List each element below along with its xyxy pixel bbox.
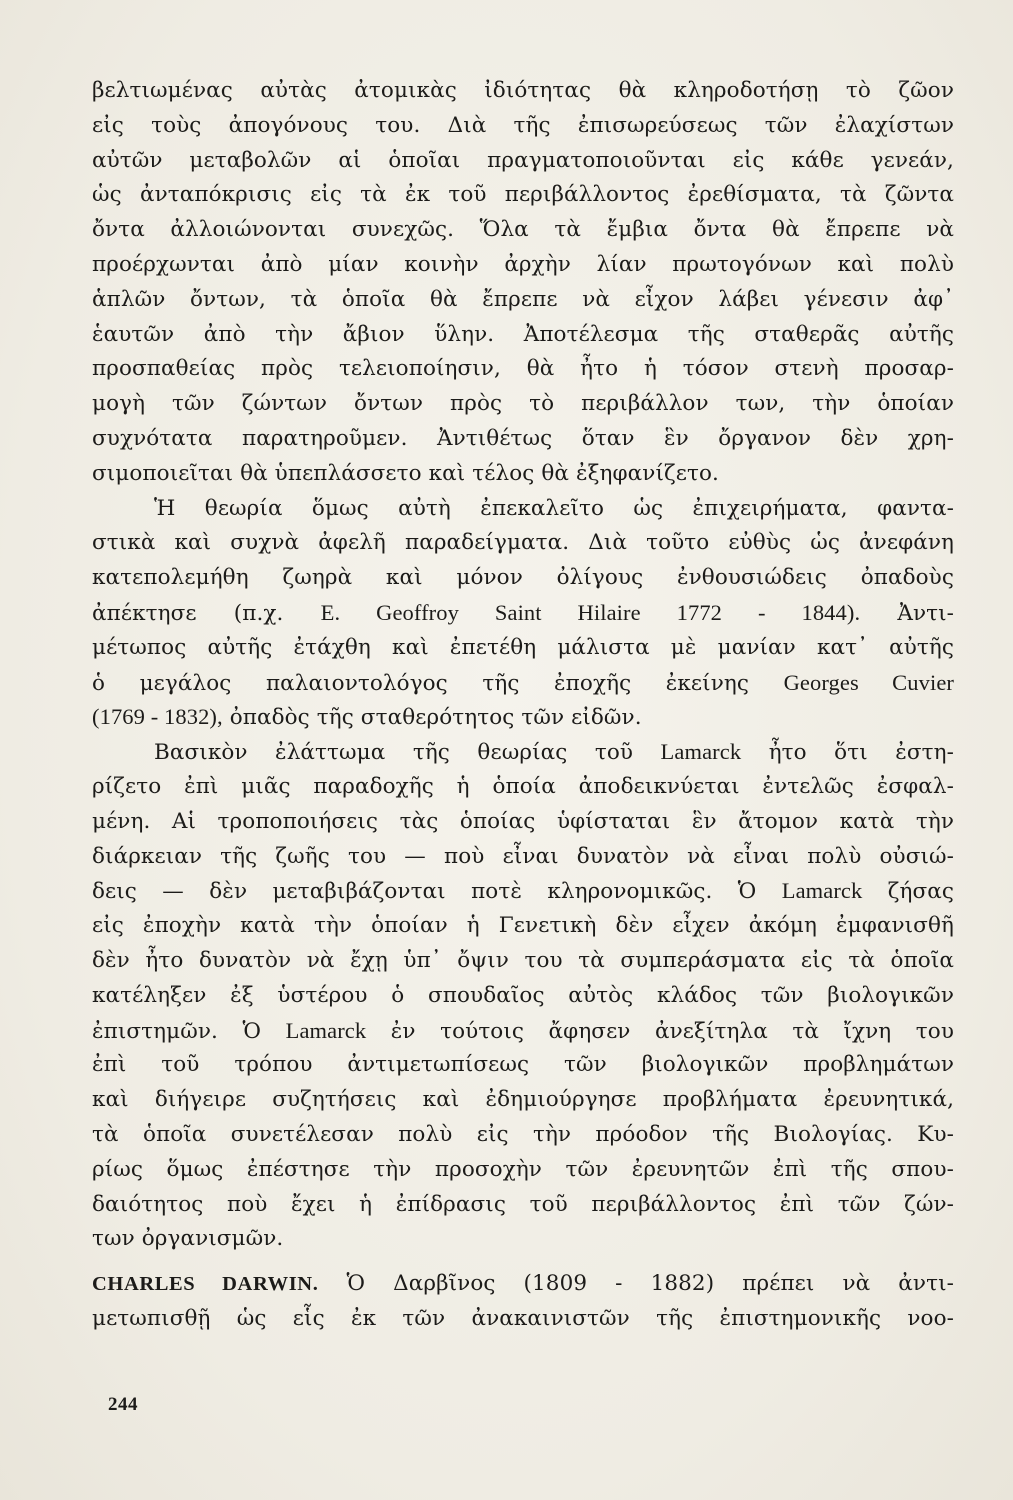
text-line: διάρκειαν τῆς ζωῆς του — ποὺ εἶναι δυνατὸν νὰ εἶναι πολὺ οὐσιώ-	[92, 843, 954, 869]
text-fragment: Βασικὸν ἐλάττωμα τῆς θεωρίας τοῦ	[154, 740, 634, 766]
text-line: μένη. Αἱ τροποποιήσεις τὰς ὁποίας ὑφίσταται ἓν ἄτομον κατὰ τὴν	[92, 808, 954, 834]
latin-name: Lamarck	[660, 739, 742, 765]
latin-name: Lamarck	[285, 1017, 367, 1043]
text-line: ρίως ὅμως ἐπέστησε τὴν προσοχὴν τῶν ἐρευνητῶν ἐπὶ τῆς σπου-	[92, 1156, 954, 1182]
text-line: δὲν ἦτο δυνατὸν νὰ ἔχῃ ὑπ᾿ ὄψιν του τὰ συμπεράσματα εἰς τὰ ὁποῖα	[92, 947, 954, 973]
text-line: καὶ διήγειρε συζητήσεις καὶ ἐδημιούργησε προβλήματα ἐρευνητικά,	[92, 1087, 954, 1113]
text-fragment: Ὁ Δαρβῖνος (1809 - 1882) πρέπει νὰ ἀντι-	[346, 1271, 954, 1297]
text-fragment: Ἀντι-	[897, 600, 955, 626]
text-line: μετωπισθῇ ὡς εἷς ἐκ τῶν ἀνακαινιστῶν τῆς ἐπιστημονικῆς νοο-	[92, 1305, 954, 1331]
text-line-mixed	[92, 874, 954, 909]
text-fragment: ἦτο ὅτι ἐστη-	[768, 740, 954, 766]
latin-name: Georges Cuvier	[783, 669, 955, 695]
text-line: δαιότητος ποὺ ἔχει ἡ ἐπίδρασις τοῦ περιβάλλοντος ἐπὶ τῶν ζών-	[92, 1191, 954, 1217]
text-line: βελτιωμένας αὐτὰς ἀτομικὰς ἰδιότητας θὰ κληροδοτήσῃ τὸ ζῶον	[92, 78, 954, 103]
text-line: στικὰ καὶ συχνὰ ἀφελῆ παραδείγματα. Διὰ τοῦτο εὐθὺς ὡς ἀνεφάνη	[92, 530, 954, 556]
paragraph-start-line: Ἡ θεωρία ὅμως αὐτὴ ἐπεκαλεῖτο ὡς ἐπιχειρήματα, φαντα-	[154, 495, 954, 521]
section-start-line	[92, 1267, 954, 1302]
text-line: αὐτῶν μεταβολῶν αἱ ὁποῖαι πραγματοποιοῦνται εἰς κάθε γενεάν,	[92, 147, 954, 173]
text-fragment: ζήσας	[887, 879, 955, 905]
text-line-mixed	[92, 1014, 954, 1049]
text-line: μέτωπος αὐτῆς ἐτάχθη καὶ ἐπετέθη μάλιστα μὲ μανίαν κατ᾿ αὐτῆς	[92, 634, 954, 660]
text-line: κατεπολεμήθη ζωηρὰ καὶ μόνον ὀλίγους ἐνθουσιώδεις ὀπαδοὺς	[92, 565, 954, 591]
text-line: ἐπὶ τοῦ τρόπου ἀντιμετωπίσεως τῶν βιολογικῶν προβλημάτων	[92, 1052, 954, 1078]
body-text	[92, 74, 954, 1337]
text-line: προέρχωνται ἀπὸ μίαν κοινὴν ἀρχὴν λίαν πρωτογόνων καὶ πολὺ	[92, 251, 954, 277]
text-line: ρίζετο ἐπὶ μιᾶς παραδοχῆς ἡ ὁποία ἀποδεικνύεται ἐντελῶς ἐσφαλ-	[92, 773, 954, 799]
text-line: εἰς ἐποχὴν κατὰ τὴν ὁποίαν ἡ Γενετικὴ δὲν εἶχεν ἀκόμη ἐμφανισθῆ	[92, 913, 954, 939]
text-fragment: ὁ μεγάλος παλαιοντολόγος τῆς ἐποχῆς ἐκείνης	[92, 670, 749, 696]
text-fragment: δεις — δὲν μεταβιβάζονται ποτὲ κληρονομικῶς. Ὁ	[92, 879, 757, 905]
text-line: ὄντα ἀλλοιώνονται συνεχῶς. Ὅλα τὰ ἔμβια ὄντα θὰ ἔπρεπε νὰ	[92, 217, 954, 243]
text-fragment: ἐν τούτοις ἄφησεν ἀνεξίτηλα τὰ ἴχνη του	[390, 1018, 955, 1044]
latin-name: Lamarck	[781, 878, 863, 904]
text-line-mixed	[92, 700, 954, 735]
text-line: των ὀργανισμῶν.	[92, 1226, 284, 1252]
text-line: ἑαυτῶν ἀπὸ τὴν ἄβιον ὕλην. Ἀποτέλεσμα τῆς σταθερᾶς αὐτῆς	[92, 321, 954, 347]
text-line: ὡς ἀνταπόκρισις εἰς τὰ ἐκ τοῦ περιβάλλοντος ἐρεθίσματα, τὰ ζῶντα	[92, 182, 954, 208]
latin-name: E. Geoffroy Saint Hilaire 1772 - 1844).	[320, 599, 861, 625]
text-fragment: ἐπιστημῶν. Ὁ	[92, 1018, 262, 1044]
text-line-mixed	[92, 666, 954, 701]
text-line: μογὴ τῶν ζώντων ὄντων πρὸς τὸ περιβάλλον των, τὴν ὁποίαν	[92, 391, 954, 417]
latin-dates: (1769 - 1832),	[92, 704, 223, 730]
text-line: κατέληξεν ἐξ ὑστέρου ὁ σπουδαῖος αὐτὸς κλάδος τῶν βιολογικῶν	[92, 982, 954, 1008]
page-number: 244	[108, 1394, 138, 1415]
text-line: προσπαθείας πρὸς τελειοποίησιν, θὰ ἦτο ἡ τόσον στενὴ προσαρ-	[92, 356, 954, 382]
text-line: συχνότατα παρατηροῦμεν. Ἀντιθέτως ὅταν ἓν ὄργανον δὲν χρη-	[92, 425, 954, 451]
text-fragment: ὀπαδὸς τῆς σταθερότητος τῶν εἰδῶν.	[229, 705, 642, 731]
text-line: σιμοποιεῖται θὰ ὑπεπλάσσετο καὶ τέλος θὰ ἐξηφανίζετο.	[92, 460, 719, 486]
paragraph-start-line	[92, 735, 954, 770]
text-fragment: ἀπέκτησε (π.χ.	[92, 600, 284, 626]
text-line-mixed	[92, 596, 954, 631]
paragraph-gap	[92, 1257, 954, 1267]
section-heading: CHARLES DARWIN.	[92, 1273, 319, 1296]
text-line: εἰς τοὺς ἀπογόνους του. Διὰ τῆς ἐπισωρεύσεως τῶν ἐλαχίστων	[92, 112, 954, 138]
text-line: ἁπλῶν ὄντων, τὰ ὁποῖα θὰ ἔπρεπε νὰ εἶχον λάβει γένεσιν ἀφ᾿	[92, 286, 954, 312]
text-line: τὰ ὁποῖα συνετέλεσαν πολὺ εἰς τὴν πρόοδον τῆς Βιολογίας. Κυ-	[92, 1121, 954, 1147]
